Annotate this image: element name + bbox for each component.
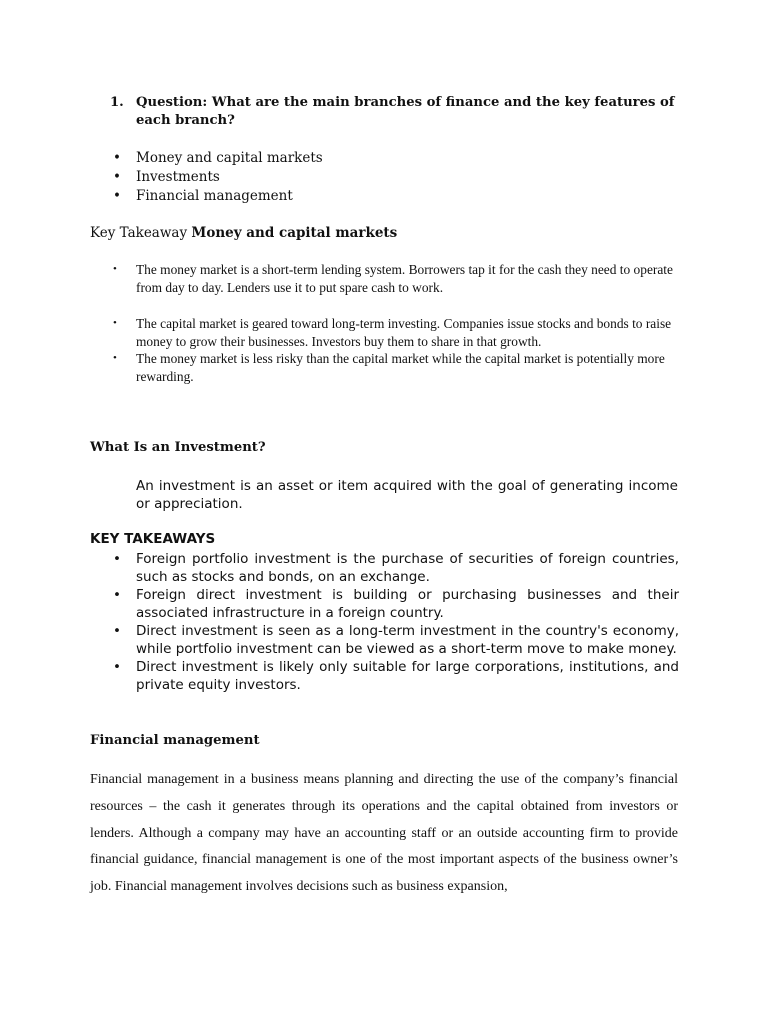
- list-item-text: The capital market is geared toward long-term investing. Companies issue stocks and bonds to raise money to grow their businesses. Investors buy them to share in that growth.: [136, 316, 672, 349]
- list-item: [113, 350, 678, 385]
- financial-management-heading: Financial management: [90, 733, 260, 748]
- question-text: Question: What are the main branches of finance and the key features of each branch?: [136, 95, 675, 128]
- list-item: [113, 168, 673, 187]
- branch-list: [113, 149, 673, 206]
- list-item-text: Foreign direct investment is building or purchasing businesses and their associated infrastructure in a foreign country.: [136, 587, 679, 621]
- bullet: •: [113, 352, 117, 364]
- list-item-text: The money market is a short-term lending system. Borrowers tap it for the cash they need to operate from day to day. Lenders use it to put spare cash to work.: [136, 262, 673, 295]
- list-item: [113, 658, 679, 694]
- bullet: •: [113, 317, 117, 329]
- key-takeaway-prefix: Key Takeaway: [90, 225, 192, 241]
- key-takeaway-heading: [90, 224, 397, 242]
- money-market-list: [113, 261, 678, 385]
- bullet: •: [113, 150, 121, 166]
- question: [110, 94, 680, 130]
- branch-label: Investments: [136, 169, 220, 185]
- key-takeaway-bold: Money and capital markets: [191, 225, 398, 241]
- list-item: [113, 550, 679, 586]
- financial-management-paragraph: Financial management in a business means planning and directing the use of the company’s financial resources – the cash it generates through its operations and the capital obtained from investors or lenders. Although a company may have an accounting staff or an outside accounting firm to provide financial guidance, financial management is one of the most important aspects of the business owner’s job. Financial management involves decisions such as business expansion,: [90, 772, 678, 895]
- bullet: •: [113, 263, 117, 275]
- list-item: [113, 622, 679, 658]
- list-item-text: Direct investment is seen as a long-term investment in the country's economy, while portfolio investment can be viewed as a short-term move to make money.: [136, 623, 679, 657]
- list-item-text: Direct investment is likely only suitable for large corporations, institutions, and private equity investors.: [136, 659, 679, 693]
- investment-heading: What Is an Investment?: [90, 440, 266, 455]
- list-item-text: The money market is less risky than the capital market while the capital market is potentially more rewarding.: [136, 351, 665, 384]
- bullet: •: [113, 623, 121, 639]
- branch-label: Money and capital markets: [136, 150, 323, 166]
- list-item: [113, 261, 678, 296]
- bullet: •: [113, 551, 121, 567]
- list-item: [113, 187, 673, 206]
- bullet: •: [113, 659, 121, 675]
- bullet: •: [113, 188, 121, 204]
- question-number: 1.: [110, 95, 124, 110]
- list-item: [113, 586, 679, 622]
- list-item-text: Foreign portfolio investment is the purchase of securities of foreign countries, such as stocks and bonds, on an exchange.: [136, 551, 679, 585]
- investment-definition: An investment is an asset or item acquired with the goal of generating income or appreciation.: [136, 478, 678, 512]
- investment-takeaways-list: [113, 550, 679, 694]
- bullet: •: [113, 587, 121, 603]
- branch-label: Financial management: [136, 188, 293, 204]
- key-takeaways-heading: KEY TAKEAWAYS: [90, 531, 216, 547]
- list-item: [113, 315, 678, 350]
- bullet: •: [113, 169, 121, 185]
- list-item: [113, 149, 673, 168]
